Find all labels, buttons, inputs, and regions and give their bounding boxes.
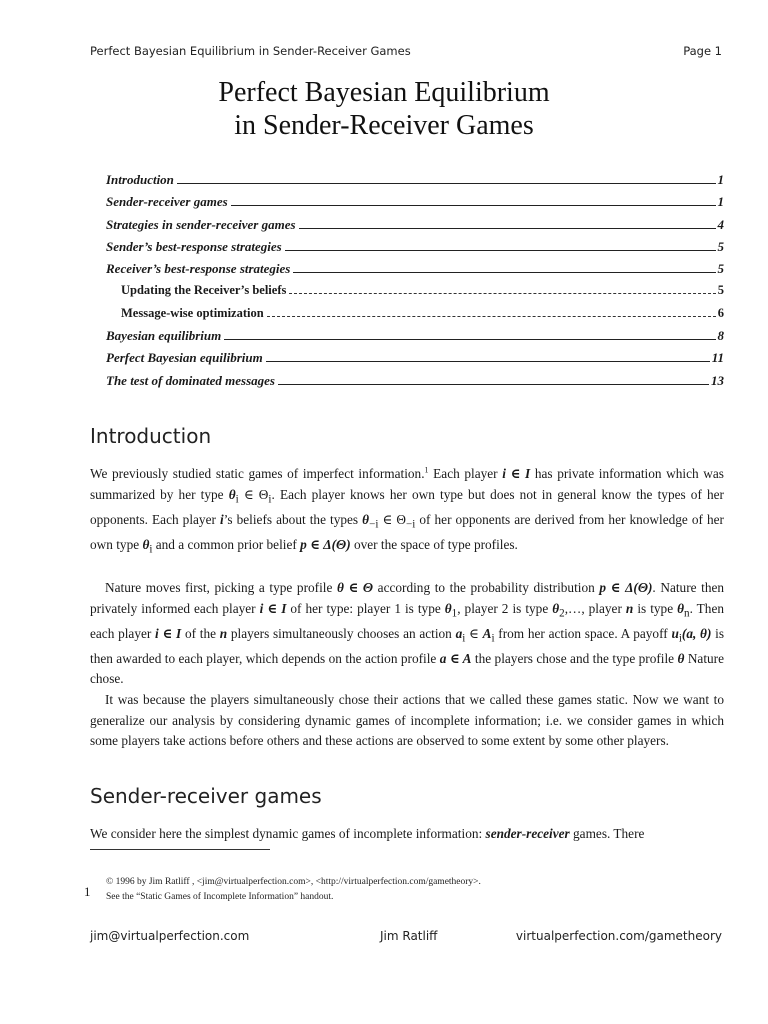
toc-entry[interactable] [106,217,724,239]
paragraph-1: We previously studied static games of imperfect information.$^1$ Each player i ∈ I has private information which was summarized by her type $\theta_i$ ∈ $\Theta_i$. Each player knows her own type but does not in general know the types of her opponents. Each player i’s beliefs about the types $\theta_{-i}$ ∈ $\Theta_{-i}$ of her opponents are derived from her knowledge of her own type $\theta_i$ and a common prior belief p ∈ Δ(Θ) over the space of type profiles. [90,465,724,556]
toc-leader [293,272,715,273]
toc-entry[interactable] [106,328,724,350]
paragraph-2: Nature moves first, picking a type profile θ ∈ Θ according to the probability distribution p ∈ Δ(Θ). Nature then privately informed each player i ∈ I of her type: player 1 is type $\theta_1$, player 2 is type $\theta_2,\dots$, player n is type $\theta_n$. Then each player i ∈ I of the n players simultaneously chooses an action $a_i$ ∈ $A_i$ from her action space. A payoff $u_i(a$, θ) is then awarded to each player, which depends on the action profile a ∈ A the players chose and the type profile θ Nature chose. [90,580,725,687]
page-number: Page 1 [683,44,722,58]
toc-leader [177,183,716,184]
toc-entry-label: Receiver’s best-response strategies [106,261,291,277]
toc-entry-page: 5 [717,238,724,254]
toc-entry-label: Sender-receiver games [106,194,228,210]
toc-entry-label: The test of dominated messages [106,372,275,388]
toc-entry-label: Introduction [106,172,174,187]
toc-entry-page: 8 [717,328,724,344]
toc-entry-label: Sender’s best-response strategies [106,238,282,254]
header-title: Perfect Bayesian Equilibrium in Sender-Receiver Games [90,44,411,58]
toc-entry-label: Message-wise optimization [121,305,264,320]
toc-entry-page: 4 [717,216,724,232]
section-heading-sender-receiver: Sender-receiver games [90,784,322,808]
toc-entry-label: Bayesian equilibrium [106,328,222,344]
paragraph-4: We consider here the simplest dynamic games of incomplete information: sender-receiver games. There [90,826,645,841]
footnote-divider [90,849,270,850]
table-of-contents [106,172,724,395]
toc-leader [299,228,716,229]
footer-site-link[interactable]: virtualperfection.com/gametheory [515,929,722,943]
toc-entry[interactable] [106,261,724,283]
toc-leader [231,205,716,206]
page-header [90,44,722,62]
toc-entry-label: Updating the Receiver’s beliefs [121,283,287,298]
toc-entry-page: 11 [711,350,724,366]
toc-entry[interactable] [106,194,724,216]
toc-entry-page: 1 [717,194,724,210]
toc-entry-page: 5 [717,261,724,277]
document-title [0,76,768,142]
toc-leader [224,339,715,340]
toc-entry-page: 6 [717,305,724,320]
toc-leader [266,361,710,362]
toc-entry[interactable] [106,350,724,372]
footnote-1: See the “Static Games of Incomplete Information” handout. [106,892,334,902]
paragraph-3: It was because the players simultaneously chose their actions that we called these games static. Now we want to generalize our analysis by considering dynamic games of incomplete information; i.e. we consider games in which some players take actions before others and these actions are observed to some extent by some other players. [90,692,724,748]
title-line-1: Perfect Bayesian Equilibrium [218,77,550,108]
toc-entry[interactable] [106,172,724,194]
title-line-2: in Sender-Receiver Games [234,110,534,141]
footnote-marker: 1 [84,884,91,899]
toc-entry-page: 13 [711,372,724,388]
footer-email-link[interactable]: jim@virtualperfection.com [90,929,250,943]
toc-entry-page: 5 [717,283,724,298]
toc-entry[interactable] [106,283,724,305]
toc-entry[interactable] [106,239,724,261]
toc-entry[interactable] [106,373,724,395]
toc-entry-page: 1 [717,172,724,187]
toc-entry[interactable] [106,306,724,328]
footer-author: Jim Ratliff [380,929,438,943]
section-heading-introduction: Introduction [90,424,212,448]
footnote-ref[interactable]: 1 [424,465,429,475]
page-footer [90,929,722,947]
toc-entry-label: Strategies in sender-receiver games [106,216,296,232]
toc-leader [278,384,709,385]
toc-leader [285,250,716,251]
toc-entry-label: Perfect Bayesian equilibrium [106,350,263,366]
copyright-note: © 1996 by Jim Ratliff , <jim@virtualperfection.com>, <http://virtualperfection.com/gametheory>. [106,877,481,887]
toc-leader [267,316,716,317]
toc-leader [289,293,715,294]
